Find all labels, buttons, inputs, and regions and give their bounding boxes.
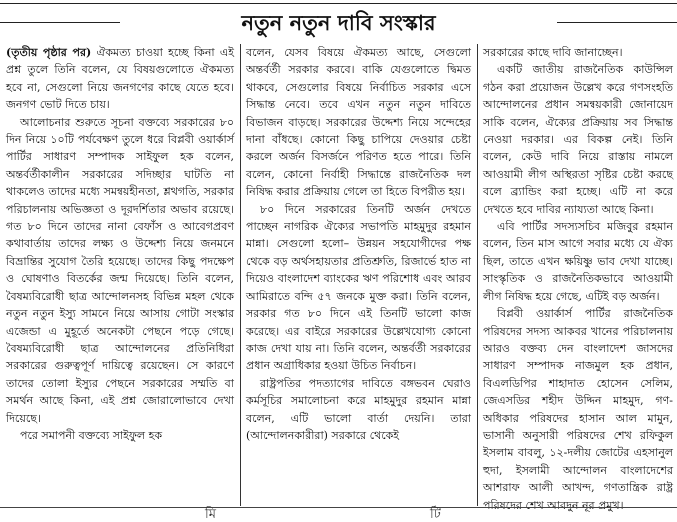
paragraph-1: সরকারের কাছে দাবি জানাচ্ছেন।: [483, 46, 623, 59]
headline-rule-right: [557, 22, 677, 23]
bottom-rule: [0, 507, 677, 508]
clipped-text-right: টি: [430, 507, 441, 522]
paragraph-3: রাষ্ট্রপতির পদত্যাগের দাবিতে বঙ্গভবন ঘেরাও কর্মসূচির সমালোচনা করে মাহমুদুর রহমান মান্না বলেন, এটি ভালো বার্তা দেয়নি। তারা (আন্দোলনকারীরা) সরকারে থেকেই: [246, 376, 471, 442]
paragraph-3: এবি পার্টির সদস্যসচিব মজিবুর রহমান বলেন, তিন মাস আগে সবার মধ্যে যে ঐক্য ছিল, তাতে এখন ক্ষয়িষ্ণু ভাব দেখা যাচ্ছে। সাংস্কৃতিক ও রাজনৈতিকভাবে আওয়ামী লীগ নিষিদ্ধ হয়ে গেছে, এটিই বড় অর্জন।: [483, 220, 673, 303]
article-column-2: [246, 44, 471, 504]
headline: নতুন নতুন দাবি সংস্কার: [120, 8, 557, 38]
paragraph-3: পরে সমাপনী বক্তব্যে সাইফুল হক: [20, 428, 163, 442]
paragraph-1-text: ঐকমত্য চাওয়া হচ্ছে কিনা এই প্রশ্ন তুলে তিনি বলেন, যে বিষয়গুলোতে ঐকমত্য হবে না, সেগুলো নিয়ে জনগণের কাছে যেতে হবে। জনগণ ভোট দিতে চায়।: [6, 46, 234, 112]
paragraph-1: বলেন, যেসব বিষয়ে ঐকমত্য আছে, সেগুলো অন্তর্বর্তী সরকার করবে। বাকি যেগুলোতে দ্বিমত থাকবে, সেগুলোর বিষয়ে নির্বাচিত সরকার এসে সিদ্ধান্ত নেবে। তবে এখন নতুন নতুন দাবিতে বিভাজন বাড়ছে। সরকারের উদ্দেশ্য নিয়ে সন্দেহের দানা বাঁধছে। কোনো কিছু চাপিয়ে দেওয়ার চেষ্টা করলে অর্জন বিসর্জনে পরিণত হতে পারে। তিনি বলেন, কোনো নির্বাহী সিদ্ধান্তে রাজনৈতিক দল নিষিদ্ধ করার প্রক্রিয়ায় গেলে তা হিতে বিপরীত হয়।: [246, 46, 471, 199]
column-divider-2: [477, 44, 478, 506]
headline-banner: [0, 0, 677, 42]
headline-rule-left: [0, 22, 120, 23]
paragraph-2: আলোচনার শুরুতে সূচনা বক্তব্যে সরকারের ৮০ দিন নিয়ে ১০টি পর্যবেক্ষণ তুলে ধরে বিপ্লবী ওয়ার্কার্স পার্টির সাধারণ সম্পাদক সাইফুল হক বলেন, অন্তর্বর্তীকালীন সরকারের সদিচ্ছার ঘাটতি না থাকলেও তাদের মধ্যে সমন্বয়হীনতা, শ্লথগতি, সরকার পরিচালনায় অভিজ্ঞতা ও দূরদর্শিতার অভাব রয়েছে। গত ৮০ দিনে তাদের নানা বেফাঁস ও আবেগপ্রবণ কথাবার্তায় তাদের লক্ষ্য ও উদ্দেশ্য নিয়ে জনমনে বিভ্রান্তির সুযোগ তৈরি হয়েছে। তাদের কিছু পদক্ষেপ ও ঘোষণাও বিতর্কের জন্ম দিয়েছে। তিনি বলেন, বৈষম্যবিরোধী ছাত্র আন্দোলনসহ বিভিন্ন মহল থেকে নতুন নতুন ইস্যু সামনে নিয়ে আসায় গোটা সংস্কার এজেন্ডা এ মুহূর্তে অনেকটা পেছনে পড়ে গেছে। বৈষম্যবিরোধী ছাত্র আন্দোলনের প্রতিনিধিরা সরকারের গুরুত্বপূর্ণ দায়িত্বে রয়েছেন। সে কারণে তাদের তোলা ইস্যুর পেছনে সরকারের সম্মতি বা সমর্থন আছে কিনা, এই প্রশ্ন জোরালোভাবে দেখা দিয়েছে।: [6, 115, 234, 425]
top-rule: [0, 3, 677, 4]
article-column-3: [483, 44, 673, 512]
paragraph-2: একটি জাতীয় রাজনৈতিক কাউন্সিল গঠন করা প্রয়োজন উল্লেখ করে গণসংহতি আন্দোলনের প্রধান সমন্বয়কারী জোনায়েদ সাকি বলেন, ঐক্যের প্রক্রিয়ায় সব সিদ্ধান্ত নেওয়া দরকার। এর বিকল্প নেই। তিনি বলেন, কেউ দাবি নিয়ে রাস্তায় নামলে আওয়ামী লীগ অস্থিরতা সৃষ্টির চেষ্টা করছে বলে ব্র্যান্ডিং করা হচ্ছে। এটি না করে দেখতে হবে দাবির ন্যায্যতা আছে কিনা।: [483, 63, 673, 216]
paragraph-4: বিপ্লবী ওয়ার্কার্স পার্টির রাজনৈতিক পরিষদের সদস্য আকবর খানের পরিচালনায় আরও বক্তব্য দেন বাংলাদেশ জাসদের সাধারণ সম্পাদক নাজমুল হক প্রধান, বিএলডিপির শাহাদাত হোসেন সেলিম, জেএসডির শহীদ উদ্দিন মাহমুদ, গণ-অধিকার পরিষদের হাসান আল মামুন, ভাসানী অনুসারী পরিষদের শেখ রফিকুল ইসলাম বাবলু, ১২-দলীয় জোটের এহসানুল হুদা, ইসলামী আন্দোলন বাংলাদেশের আশরাফ আলী আখন্দ, গণতান্ত্রিক রাষ্ট্র পরিষদের শেখ আবদুন নূর প্রমুখ।: [483, 307, 673, 512]
paragraph-1: [6, 44, 234, 114]
paragraph-2: ৮০ দিনে সরকারের তিনটি অর্জন দেখতে পাচ্ছেন নাগরিক ঐক্যের সভাপতি মাহমুদুর রহমান মান্না। সেগুলো হলো– উন্নয়ন সহযোগীদের পক্ষ থেকে বড় অর্থসহায়তার প্রতিশ্রুতি, রিজার্ভে হাত না দিয়েও বাংলাদেশ ব্যাংকের ঋণ পরিশোধ এবং আরব আমিরাতে বন্দি ৫৭ জনকে মুক্ত করা। তিনি বলেন, সরকার গত ৮০ দিনে এই তিনটি ভালো কাজ করেছে। এর বাইরে সরকারের উল্লেখযোগ্য কোনো কাজ দেখা যায় না। তিনি বলেন, অন্তর্বর্তী সরকারের প্রধান অগ্রাধিকার হওয়া উচিত নির্বাচন।: [246, 202, 471, 373]
continued-label: (তৃতীয় পৃষ্ঠার পর): [6, 46, 92, 59]
article-column-1: [6, 44, 234, 504]
column-divider-1: [240, 44, 241, 506]
clipped-text-left: মি: [205, 507, 216, 522]
